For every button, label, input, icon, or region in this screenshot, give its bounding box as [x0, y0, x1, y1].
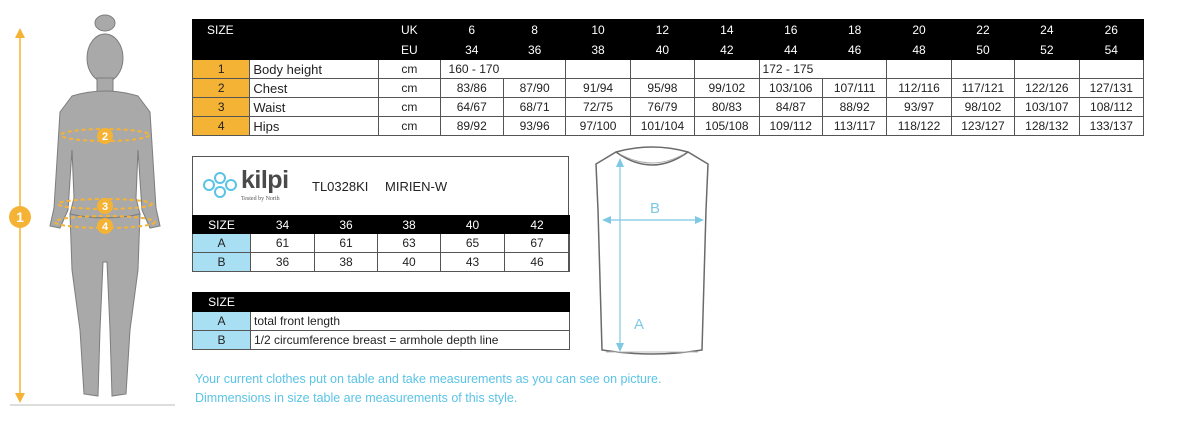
body-figure	[0, 0, 180, 428]
brand-logo	[201, 166, 311, 209]
svg-text:2: 2	[101, 131, 109, 143]
legend-table: SIZE A total front length B 1/2 circumference breast = armhole depth line	[192, 292, 570, 350]
product-code: TL0328KI	[312, 179, 369, 194]
table-row: A 61 61 63 65 67	[193, 234, 570, 253]
product-size-table: SIZE 34 36 38 40 42 A 61 61 63 65 67 B 36 38 40 43 46	[192, 215, 570, 272]
table-row: 1 Body height cm 160 - 170 172 - 175	[193, 60, 1144, 79]
product-name: MIRIEN-W	[385, 179, 448, 194]
table-row: B 36 38 40 43 46	[193, 253, 570, 272]
header-eu: EU	[379, 40, 440, 60]
brand-name: kilpi	[241, 166, 289, 194]
header-size: SIZE	[193, 20, 250, 40]
svg-text:3: 3	[101, 201, 109, 213]
main-size-table: SIZE UK 6 8 10 12 14 16 18 20 22 24 26 EU 34 36 38 40 42 44 46 48 50 52 54 1 Body height cm 160 - 170 172 - 175 2 Chest cm 83/86 87/90 91/94 95/98 99/102 103/106 107/111 112/116 117/121 122/126 127/131 3 Waist cm 64/67 68/71 72/75 76/79 80/83 84/87 88/92 93/97 98/102 103/107 108/112 4 Hips cm 89/92 93/96 97/100 101/104 105/108 109/112 113/117 118/122 123/127 128/132 133/137	[192, 19, 1144, 136]
svg-text:4: 4	[101, 221, 109, 233]
table-row: B 1/2 circumference breast = armhole depth line	[193, 331, 570, 350]
table-row: 2 Chest cm 83/86 87/90 91/94 95/98 99/102 103/106 107/111 112/116 117/121 122/126 127/131	[193, 79, 1144, 98]
header-uk: UK	[379, 20, 440, 40]
garment-drawing	[590, 140, 720, 365]
table-row: A total front length	[193, 312, 570, 331]
table-row: 3 Waist cm 64/67 68/71 72/75 76/79 80/83 84/87 88/92 93/97 98/102 103/107 108/112	[193, 98, 1144, 117]
table-row: 4 Hips cm 89/92 93/96 97/100 101/104 105/108 109/112 113/117 118/122 123/127 128/132 133/137	[193, 117, 1144, 136]
note-line-1: Your current clothes put on table and take measurements as you can see on picture.	[195, 372, 662, 386]
note-line-2: Dimmensions in size table are measurements of this style.	[195, 391, 518, 405]
svg-text:1: 1	[16, 209, 24, 225]
kilpi-knot-icon	[201, 171, 239, 199]
garment-label-b: B	[650, 200, 661, 217]
garment-label-a: A	[634, 316, 645, 333]
brand-tagline: Tested by North	[241, 196, 280, 202]
